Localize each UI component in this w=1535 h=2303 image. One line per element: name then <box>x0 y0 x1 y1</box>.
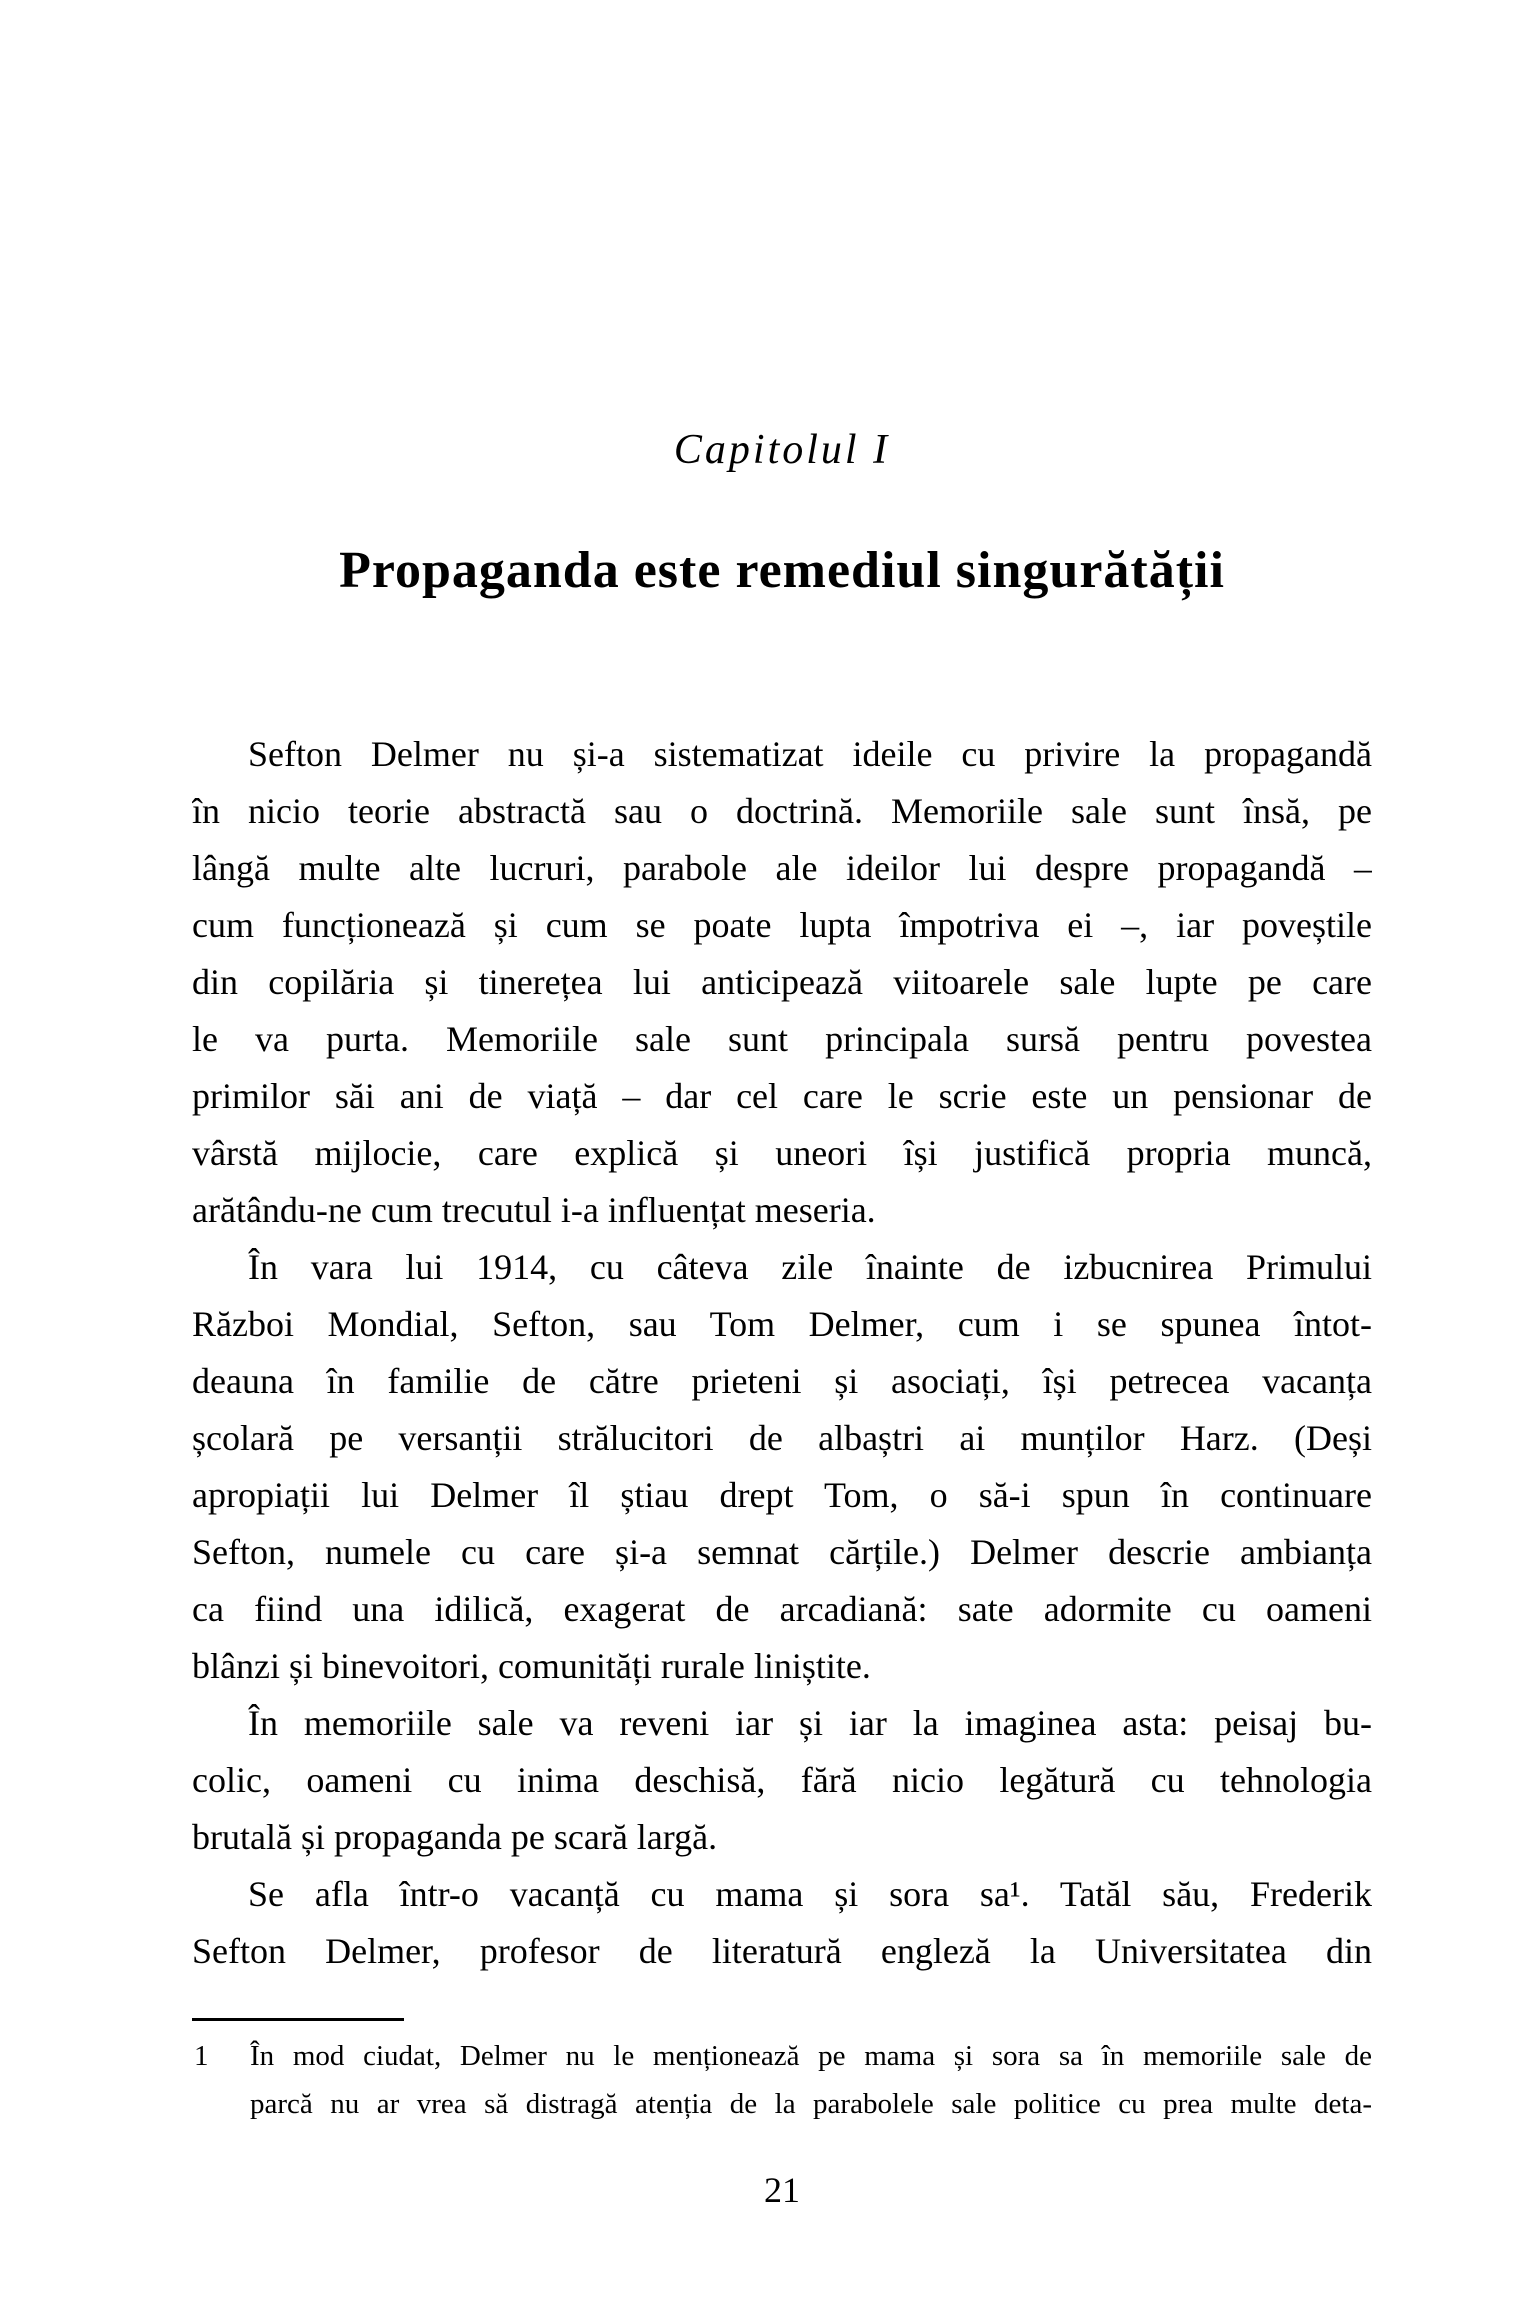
text-block <box>192 0 1372 2303</box>
text-line: ca fiind una idilică, exagerat de arcadiană: sate adormite cu oameni <box>192 1589 1372 1629</box>
text-line: Sefton, numele cu care și-a semnat cărțile.) Delmer descrie ambianța <box>192 1532 1372 1572</box>
text-line: primilor săi ani de viață – dar cel care le scrie este un pensionar de <box>192 1076 1372 1116</box>
text-line: apropiații lui Delmer îl știau drept Tom, o să-i spun în continuare <box>192 1475 1372 1515</box>
text-line: Se afla într-o vacanță cu mama și sora sa¹. Tatăl său, Frederik <box>248 1874 1372 1914</box>
footnote-line: În mod ciudat, Delmer nu le menționează pe mama și sora sa în memoriile sale de <box>250 2040 1372 2072</box>
chapter-label: Capitolul I <box>673 427 891 473</box>
text-line: Sefton Delmer nu și-a sistematizat ideile cu privire la propagandă <box>248 734 1372 774</box>
text-line: arătându-ne cum trecutul i-a influențat meseria. <box>192 1190 876 1230</box>
footnote-text <box>192 2032 1372 2128</box>
text-line: lângă multe alte lucruri, parabole ale ideilor lui despre propagandă – <box>192 848 1372 888</box>
footnote-marker: 1 <box>194 2040 209 2072</box>
text-line: în nicio teorie abstractă sau o doctrină. Memoriile sale sunt însă, pe <box>192 791 1372 831</box>
footnote-line: parcă nu ar vrea să distragă atenția de la parabolele sale politice cu prea multe deta- <box>250 2088 1372 2120</box>
text-line: brutală și propaganda pe scară largă. <box>192 1817 718 1857</box>
text-line: Sefton Delmer, profesor de literatură engleză la Universitatea din <box>192 1931 1372 1971</box>
text-line: În vara lui 1914, cu câteva zile înainte de izbucnirea Primului <box>248 1247 1372 1287</box>
text-line: blânzi și binevoitori, comunități rurale liniștite. <box>192 1646 871 1686</box>
text-line: școlară pe versanții strălucitori de albaștri ai munților Harz. (Deși <box>192 1418 1372 1458</box>
text-line: colic, oameni cu inima deschisă, fără nicio legătură cu tehnologia <box>192 1760 1372 1800</box>
chapter-title: Propaganda este remediul singurătății <box>339 542 1225 599</box>
body-text <box>192 726 1372 1980</box>
text-line: le va purta. Memoriile sale sunt principala sursă pentru povestea <box>192 1019 1372 1059</box>
footnote-separator <box>192 2018 404 2021</box>
text-line: cum funcționează și cum se poate lupta împotriva ei –, iar poveștile <box>192 905 1372 945</box>
page-number: 21 <box>764 2170 800 2210</box>
text-line: din copilăria și tinerețea lui anticipează viitoarele sale lupte pe care <box>192 962 1372 1002</box>
text-line: vârstă mijlocie, care explică și uneori își justifică propria muncă, <box>192 1133 1372 1173</box>
text-line: Război Mondial, Sefton, sau Tom Delmer, cum i se spunea întot- <box>192 1304 1372 1344</box>
text-line: deauna în familie de către prieteni și asociați, își petrecea vacanța <box>192 1361 1372 1401</box>
text-line: În memoriile sale va reveni iar și iar la imaginea asta: peisaj bu- <box>248 1703 1372 1743</box>
